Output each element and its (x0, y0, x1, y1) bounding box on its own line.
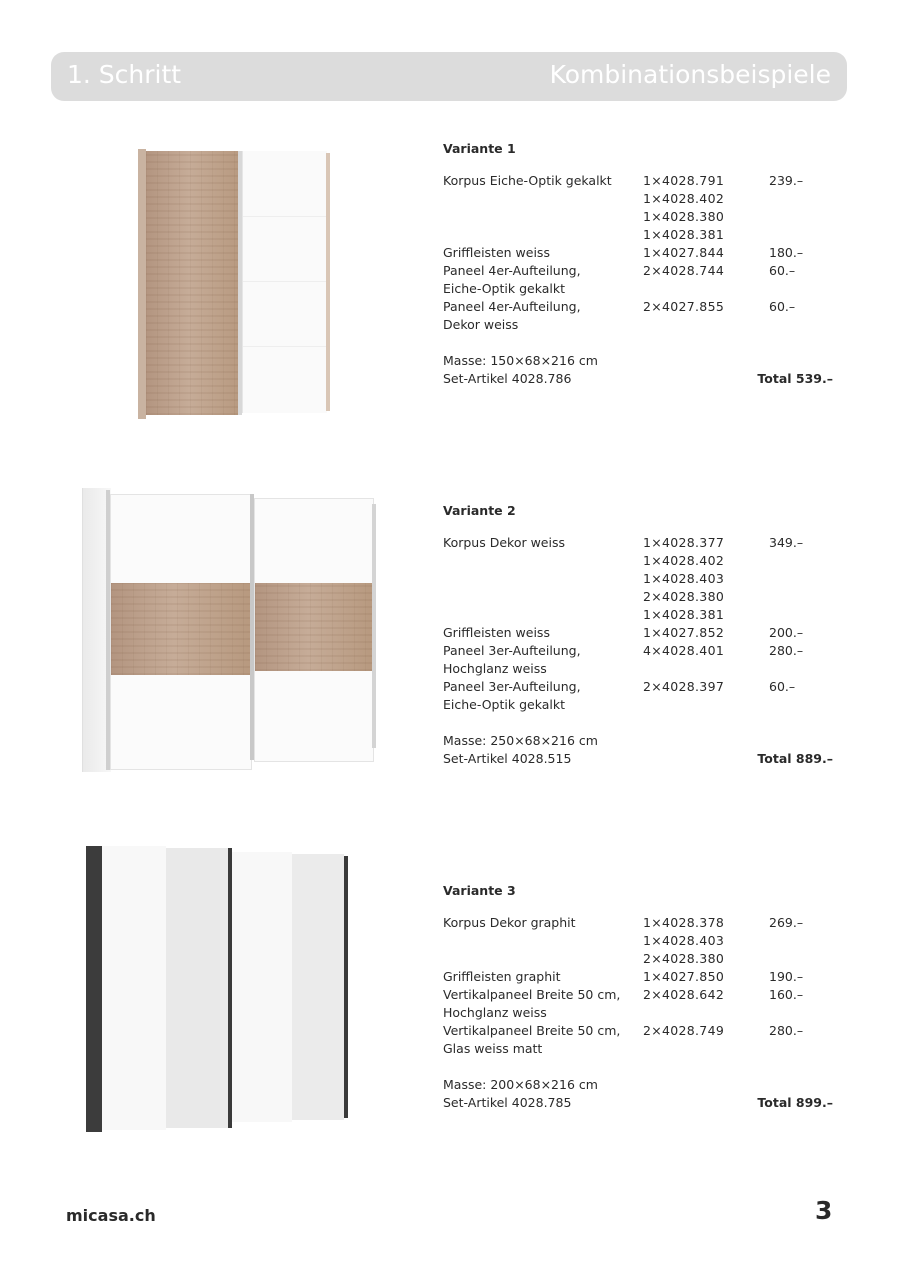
list-item: Vertikalpaneel Breite 50 cm, 2×4028.749 280.– (443, 1023, 804, 1038)
list-item: Eiche-Optik gekalkt (443, 697, 565, 712)
wardrobe-image-variant-3 (86, 846, 348, 1132)
wardrobe-image-variant-1 (138, 149, 330, 419)
variant-title: Variante 2 (443, 503, 516, 518)
dimensions: Masse: 150×68×216 cm (443, 353, 598, 368)
total-price: Total 539.– (757, 371, 833, 386)
total-price: Total 899.– (757, 1095, 833, 1110)
list-item: 1×4028.403 (643, 571, 725, 586)
variant-1-block (443, 140, 843, 400)
list-item: Hochglanz weiss (443, 661, 547, 676)
list-item: Griffleisten weiss 1×4027.844 180.– (443, 245, 804, 260)
list-item: 1×4028.381 (643, 607, 725, 622)
list-item: 2×4028.380 (643, 951, 725, 966)
variant-2-block (443, 502, 843, 782)
list-item: 2×4028.380 (643, 589, 725, 604)
set-article: Set-Artikel 4028.786 Total 539.– (443, 371, 833, 386)
list-item: 1×4028.402 (643, 191, 725, 206)
set-article: Set-Artikel 4028.515 Total 889.– (443, 751, 833, 766)
dimensions: Masse: 200×68×216 cm (443, 1077, 598, 1092)
list-item: Paneel 4er-Aufteilung, 2×4028.744 60.– (443, 263, 796, 278)
list-item: Hochglanz weiss (443, 1005, 547, 1020)
list-item: 1×4028.380 (643, 209, 725, 224)
variant-title: Variante 1 (443, 141, 516, 156)
list-item: Dekor weiss (443, 317, 519, 332)
list-item: 1×4028.381 (643, 227, 725, 242)
list-item: 1×4028.403 (643, 933, 725, 948)
set-article: Set-Artikel 4028.785 Total 899.– (443, 1095, 833, 1110)
list-item: Vertikalpaneel Breite 50 cm, 2×4028.642 160.– (443, 987, 804, 1002)
list-item: Korpus Eiche-Optik gekalkt 1×4028.791 239.– (443, 173, 804, 188)
page-title: Kombinationsbeispiele (549, 60, 831, 89)
page-number: 3 (815, 1196, 833, 1225)
step-label: 1. Schritt (67, 60, 182, 89)
list-item: Glas weiss matt (443, 1041, 543, 1056)
total-price: Total 889.– (757, 751, 833, 766)
variant-title: Variante 3 (443, 883, 516, 898)
variant-3-block (443, 882, 843, 1122)
list-item: 1×4028.402 (643, 553, 725, 568)
dimensions: Masse: 250×68×216 cm (443, 733, 598, 748)
list-item: Korpus Dekor weiss 1×4028.377 349.– (443, 535, 804, 550)
list-item: Griffleisten graphit 1×4027.850 190.– (443, 969, 804, 984)
list-item: Paneel 4er-Aufteilung, 2×4027.855 60.– (443, 299, 796, 314)
brand-link[interactable]: micasa.ch (66, 1206, 156, 1225)
list-item: Korpus Dekor graphit 1×4028.378 269.– (443, 915, 804, 930)
list-item: Paneel 3er-Aufteilung, 2×4028.397 60.– (443, 679, 796, 694)
list-item: Paneel 3er-Aufteilung, 4×4028.401 280.– (443, 643, 804, 658)
list-item: Eiche-Optik gekalkt (443, 281, 565, 296)
header-bar (51, 52, 847, 101)
list-item: Griffleisten weiss 1×4027.852 200.– (443, 625, 804, 640)
wardrobe-image-variant-2 (82, 488, 378, 772)
